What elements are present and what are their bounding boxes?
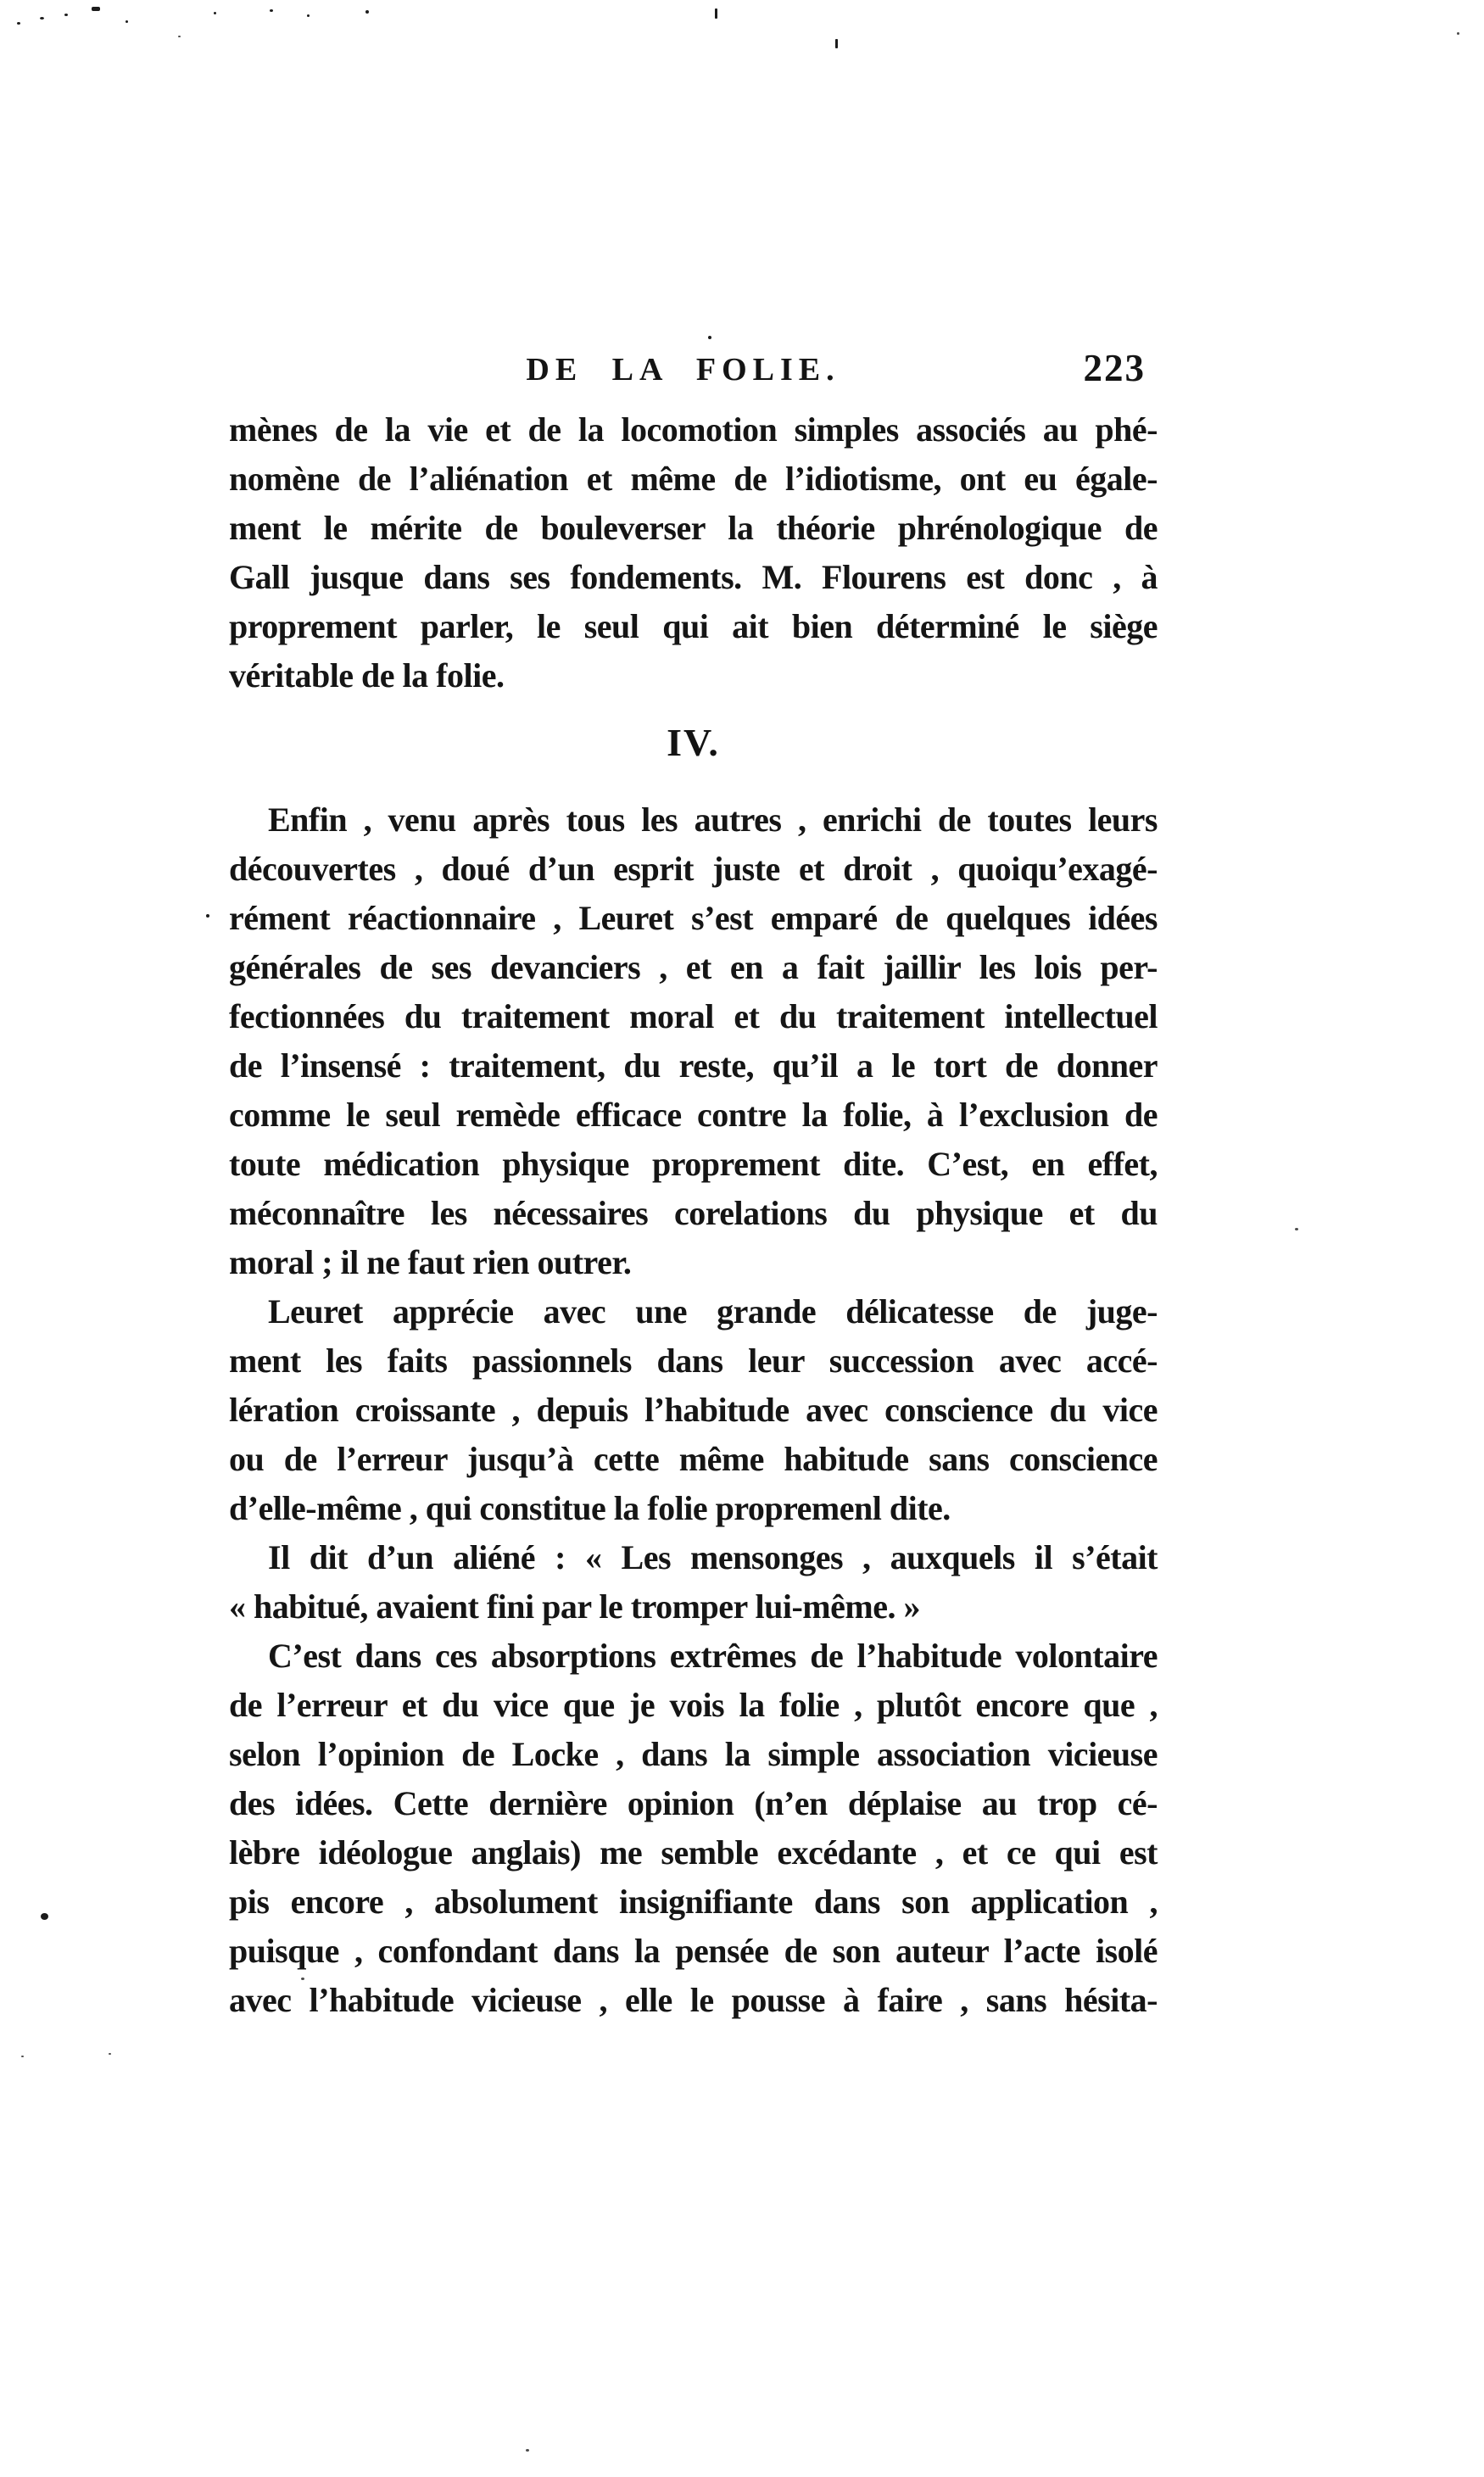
- section-heading: IV.: [667, 721, 720, 764]
- scan-speck: [92, 7, 100, 11]
- scan-speck: [21, 2056, 24, 2057]
- scan-speck: [41, 1913, 48, 1920]
- text-line: de l’erreur et du vice que je vois la folie , plutôt encore que ,: [229, 1686, 1158, 1724]
- text-line: toute médication physique proprement dite. C’est, en effet,: [229, 1145, 1158, 1183]
- text-line: selon l’opinion de Locke , dans la simple association vicieuse: [229, 1735, 1158, 1773]
- scan-speck: [526, 2449, 529, 2452]
- text-line: fectionnées du traitement moral et du traitement intellectuel: [229, 997, 1158, 1035]
- scan-speck: [365, 10, 369, 14]
- paragraph-2: [229, 795, 1158, 1287]
- scan-speck: [1457, 32, 1459, 35]
- page-header: [229, 349, 1158, 393]
- text-line: comme le seul remède efficace contre la folie, à l’exclusion de: [229, 1096, 1158, 1134]
- text-line: proprement parler, le seul qui ait bien déterminé le siège: [229, 607, 1158, 645]
- page-number: 223: [1083, 347, 1146, 389]
- text-block: [229, 405, 1158, 2025]
- text-line: générales de ses devanciers , et en a fait jaillir les lois per-: [229, 948, 1158, 986]
- scan-speck: [214, 12, 216, 14]
- text-line: méconnaître les nécessaires corelations du physique et du: [229, 1194, 1158, 1232]
- text-line: moral ; il ne faut rien outrer.: [229, 1243, 632, 1281]
- text-line: puisque , confondant dans la pensée de son auteur l’acte isolé: [229, 1932, 1158, 1970]
- scan-speck: [708, 336, 711, 339]
- text-line: avec l’habitude vicieuse , elle le pousse à faire , sans hésita-: [229, 1981, 1158, 2019]
- text-line: C’est dans ces absorptions extrêmes de l’habitude volontaire: [268, 1637, 1158, 1675]
- scan-speck: [178, 36, 181, 37]
- text-line: véritable de la folie.: [229, 656, 505, 695]
- scan-speck: [715, 8, 717, 19]
- text-line: lèbre idéologue anglais) me semble excédante , et ce qui est: [229, 1833, 1158, 1872]
- scan-speck: [126, 20, 128, 23]
- scan-speck: [1295, 1228, 1298, 1230]
- scan-speck: [307, 14, 310, 17]
- scan-speck: [17, 22, 20, 25]
- paragraph-5: [229, 1632, 1158, 2025]
- text-line: des idées. Cette dernière opinion (n’en déplaise au trop cé-: [229, 1784, 1158, 1822]
- text-line: ou de l’erreur jusqu’à cette même habitude sans conscience: [229, 1440, 1158, 1478]
- text-line: « habitué, avaient fini par le tromper lui-même. »: [229, 1587, 920, 1626]
- scan-speck: [206, 914, 209, 918]
- text-line: rément réactionnaire , Leuret s’est emparé de quelques idées: [229, 899, 1158, 937]
- paragraph-3: [229, 1287, 1158, 1533]
- text-line: ment les faits passionnels dans leur succession avec accé-: [229, 1342, 1158, 1380]
- scan-speck: [109, 2053, 111, 2055]
- text-line: d’elle-même , qui constitue la folie propremenl dite.: [229, 1489, 951, 1527]
- running-title: DE LA FOLIE.: [526, 352, 840, 388]
- text-line: mènes de la vie et de la locomotion simples associés au phé-: [229, 410, 1158, 449]
- text-line: Gall jusque dans ses fondements. M. Flourens est donc , à: [229, 558, 1158, 596]
- text-line: découvertes , doué d’un esprit juste et droit , quoiqu’exagé-: [229, 850, 1158, 888]
- text-line: pis encore , absolument insignifiante dans son application ,: [229, 1883, 1158, 1921]
- scan-speck: [64, 14, 68, 16]
- text-line: Il dit d’un aliéné : « Les mensonges , auxquels il s’était: [268, 1538, 1158, 1576]
- paragraph-1: [229, 405, 1158, 700]
- scan-speck: [270, 9, 273, 12]
- text-line: lération croissante , depuis l’habitude avec conscience du vice: [229, 1391, 1158, 1429]
- scan-speck: [301, 1978, 304, 1980]
- text-line: Leuret apprécie avec une grande délicatesse de juge-: [268, 1292, 1158, 1331]
- scan-speck: [835, 39, 838, 48]
- text-line: nomène de l’aliénation et même de l’idiotisme, ont eu égale-: [229, 460, 1158, 498]
- paragraph-4-quote: [229, 1533, 1158, 1632]
- text-line: ment le mérite de bouleverser la théorie phrénologique de: [229, 509, 1158, 547]
- text-line: Enfin , venu après tous les autres , enrichi de toutes leurs: [268, 801, 1158, 839]
- text-line: de l’insensé : traitement, du reste, qu’il a le tort de donner: [229, 1046, 1158, 1085]
- scan-speck: [40, 17, 44, 20]
